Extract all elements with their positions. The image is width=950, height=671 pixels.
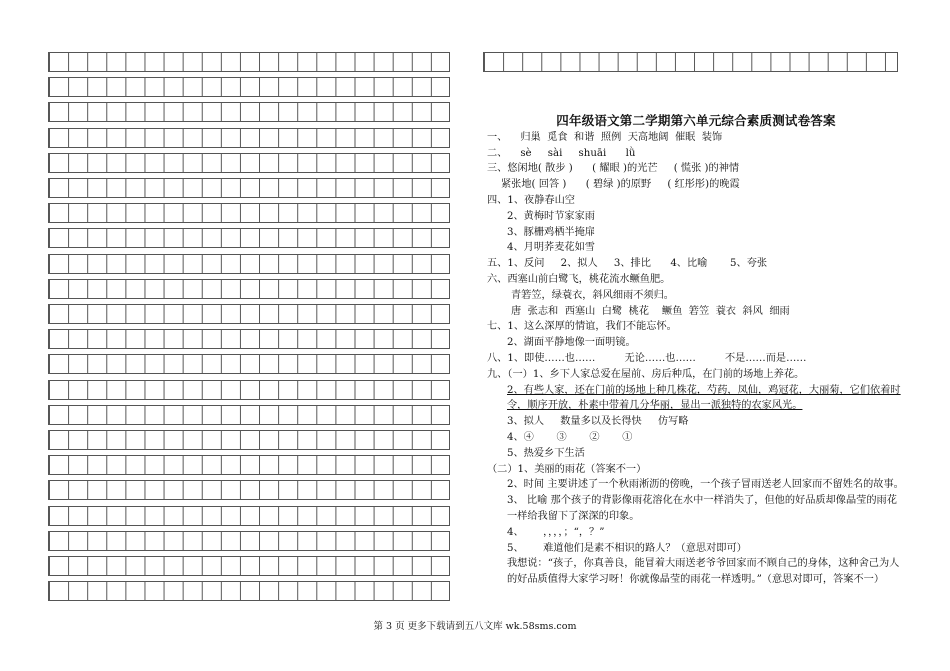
grid-row xyxy=(48,480,450,500)
grid-row xyxy=(48,556,450,576)
grid-row xyxy=(483,52,898,72)
answer-line: 八、1、即使……也…… 无论……也…… 不是……而是…… xyxy=(487,352,807,364)
answer-line: 3、拟人 数量多以及长得快 仿写略 xyxy=(507,416,689,428)
grid-row xyxy=(48,52,450,72)
answer-line: 2、湖面平静地像一面明镜。 xyxy=(507,337,636,349)
answer-line: 2、黄梅时节家家雨 xyxy=(507,210,595,222)
answer-line: 紧张地( 回答 ) ( 碧绿 )的原野 ( 红彤彤)的晚霞 xyxy=(501,179,740,191)
answer-line: 4、月明荞麦花如雪 xyxy=(507,242,595,254)
answer-line: 四、1、夜静春山空 xyxy=(487,194,575,206)
grid-row xyxy=(48,430,450,450)
grid-row xyxy=(48,581,450,601)
answer-line: 4、 ，，，，；“，？” xyxy=(507,526,605,538)
answer-line: 3、豚栅鸡栖半掩扉 xyxy=(507,226,595,238)
grid-row xyxy=(48,304,450,324)
grid-row xyxy=(48,102,450,122)
answer-line: 2、时间 主要讲述了一个秋雨淅沥的傍晚，一个孩子冒雨送老人回家而不留姓名的故事。 xyxy=(507,479,904,491)
page-title: 四年级语文第二学期第六单元综合素质测试卷答案 xyxy=(556,113,836,128)
answer-line: 青箬笠，绿蓑衣，斜风细雨不须归。 xyxy=(511,289,674,301)
answer-line: 七、1、这么深厚的情谊，我们不能忘怀。 xyxy=(487,321,677,333)
answer-line: （二）1、美丽的雨花（答案不一） xyxy=(487,463,647,475)
grid-row xyxy=(48,506,450,526)
answer-line: 九、（一）1、乡下人家总爱在屋前、房后种瓜，在门前的场地上养花。 xyxy=(487,368,805,380)
underlined-answer: 2、有些人家，还在门前的场地上种几株花，芍药，凤仙，鸡冠花，大丽菊，它们依着时令，顺序开放，朴素中带着几分华丽，显出一派独特的农家风光。 xyxy=(507,384,901,412)
answer-line: 唐 张志和 西塞山 白鹭 桃花 鳜鱼 箬笠 蓑衣 斜风 细雨 xyxy=(511,305,790,317)
answer-line: 六、西塞山前白鹭飞，桃花流水鳜鱼肥。 xyxy=(487,273,671,285)
grid-row xyxy=(48,354,450,374)
writing-grid-right xyxy=(483,52,898,92)
answer-line: 五、1、反问 2、拟人 3、排比 4、比喻 5、夸张 xyxy=(487,258,768,270)
grid-row xyxy=(48,405,450,425)
answer-line: 我想说：“孩子，你真善良，能冒着大雨送老爷爷回家而不顾自己的身体，这种舍己为人的好品质值得大家学习呀！你就像晶莹的雨花一样透明。”（意思对即可，答案不一） xyxy=(507,558,900,586)
grid-row xyxy=(48,380,450,400)
answer-line: 5、热爱乡下生活 xyxy=(507,447,585,459)
grid-row xyxy=(48,254,450,274)
answer-line: 5、 难道他们是素不相识的路人？（意思对即可） xyxy=(507,542,747,554)
answer-line: 一、 归巢 觅食 和谐 照例 天高地阔 催眠 装饰 xyxy=(487,131,723,143)
grid-row xyxy=(48,455,450,475)
writing-grid-left xyxy=(48,52,450,612)
answer-line: 三、悠闲地( 散步 ) ( 耀眼 )的光芒 ( 慌张 )的神情 xyxy=(487,163,740,175)
answer-line: 3、 比喻 那个孩子的背影像雨花溶化在水中一样消失了，但他的好品质却像晶莹的雨花一样给我留下了深深的印象。 xyxy=(507,495,897,522)
grid-row xyxy=(48,228,450,248)
grid-row xyxy=(48,329,450,349)
grid-row xyxy=(48,77,450,97)
grid-row xyxy=(48,128,450,148)
grid-row xyxy=(48,153,450,173)
grid-row xyxy=(48,178,450,198)
grid-row xyxy=(48,279,450,299)
answer-line: 4、④ ③ ② ① xyxy=(507,431,633,443)
answer-line: 二、 sè sài shuāi lǜ xyxy=(487,147,636,159)
answer-key xyxy=(487,113,905,588)
grid-row xyxy=(48,531,450,551)
page-footer: 第 3 页 更多下载请到五八文库 wk.58sms.com xyxy=(373,621,577,632)
grid-row xyxy=(48,203,450,223)
